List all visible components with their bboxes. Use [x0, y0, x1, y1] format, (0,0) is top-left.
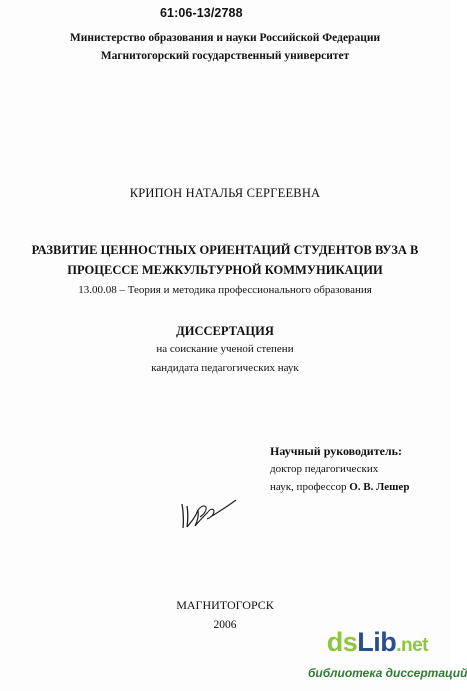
thesis-title-line-2: ПРОЦЕССЕ МЕЖКУЛЬТУРНОЙ КОММУНИКАЦИИ: [67, 263, 383, 277]
city: МАГНИТОГОРСК: [176, 598, 274, 612]
advisor-label: Научный руководитель:: [270, 444, 402, 458]
university-name: Магнитогорский государственный университет: [100, 50, 350, 62]
advisor-name: О. В. Лешер: [349, 481, 410, 493]
year: 2006: [213, 619, 237, 631]
dslib-subtitle: библиотека диссертаций: [308, 666, 467, 680]
catalog-number: 61:06-13/2788: [160, 6, 243, 20]
advisor-title-line-1: доктор педагогических: [270, 463, 379, 475]
ministry-name: Министерство образования и науки Российской Федерации: [69, 32, 381, 44]
degree-line-1: на соискание ученой степени: [156, 343, 294, 355]
dslib-logo: dsLib.net: [326, 627, 428, 657]
dslib-watermark: [300, 624, 467, 684]
author-name: КРИПОН НАТАЛЬЯ СЕРГЕЕВНА: [129, 186, 321, 200]
handwritten-signature: [176, 494, 242, 534]
advisor-title-line-2: [270, 481, 409, 493]
thesis-title-line-1: РАЗВИТИЕ ЦЕННОСТНЫХ ОРИЕНТАЦИЙ СТУДЕНТОВ ВУЗА В: [31, 243, 419, 257]
advisor-title-prefix: наук, профессор: [270, 481, 347, 493]
specialty-code: 13.00.08 – Теория и методика профессионального образования: [78, 284, 372, 296]
degree-line-2: кандидата педагогических наук: [151, 362, 299, 374]
document-type: ДИССЕРТАЦИЯ: [176, 324, 274, 338]
